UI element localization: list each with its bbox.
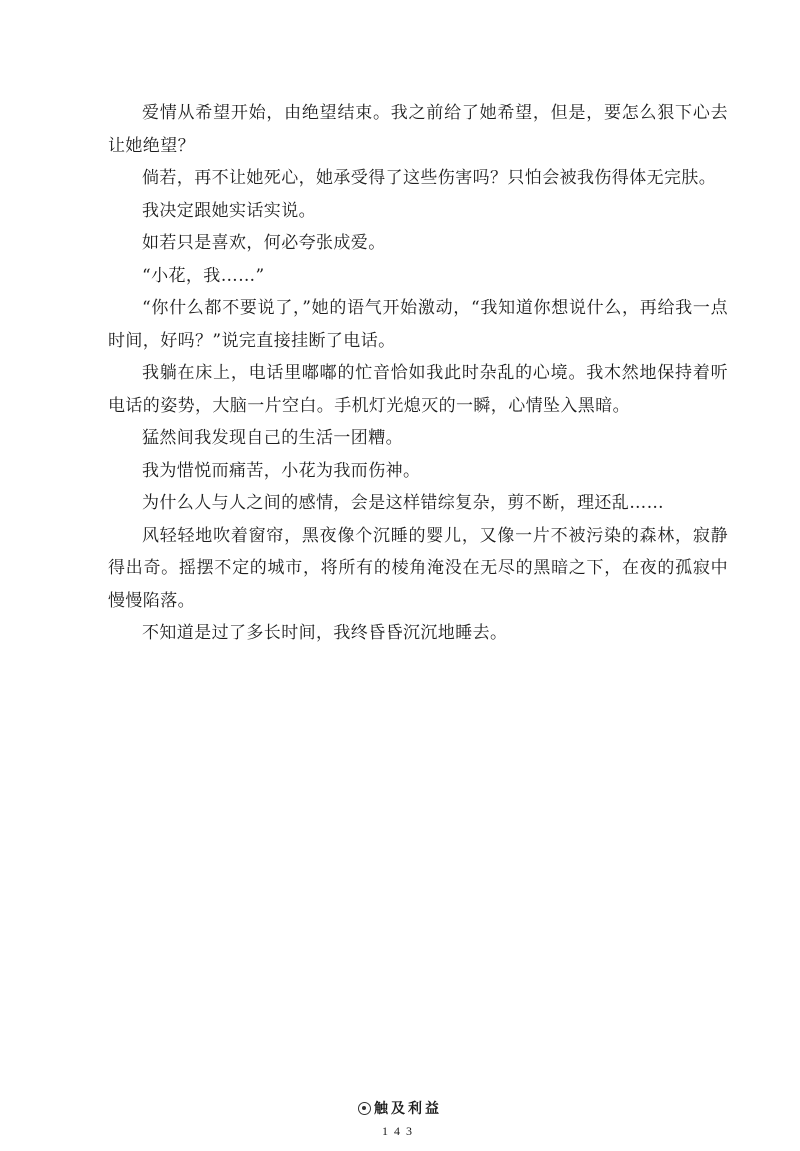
paragraph: 我为惜悦而痛苦，小花为我而伤神。 [142, 460, 421, 481]
page-number: 143 [382, 1124, 418, 1138]
paragraph: 爱情从希望开始，由绝望结束。我之前给了她希望，但是，要怎么狠下心去让她绝望？ [108, 103, 728, 156]
body-text [108, 97, 728, 650]
paragraph: “小花，我……” [142, 265, 265, 286]
paragraph: 倘若，再不让她死心，她承受得了这些伤害吗？只怕会被我伤得体无完肤。 [142, 168, 717, 188]
paragraph: 猛然间我发现自己的生活一团糟。 [142, 428, 403, 448]
running-footer-title [0, 1098, 800, 1118]
paragraph: 如若只是喜欢，何必夸张成爱。 [142, 233, 386, 253]
paragraph: 为什么人与人之间的感情，会是这样错综复杂，剪不断，理还乱…… [142, 493, 664, 513]
paragraph: 风轻轻地吹着窗帘，黑夜像个沉睡的婴儿，又像一片不被污染的森林，寂静得出奇。摇摆不定的城市，将所有的棱角淹没在无尽的黑暗之下，在夜的孤寂中慢慢陷落。 [108, 525, 728, 611]
book-title: 触及利益 [374, 1101, 442, 1117]
paragraph: 我躺在床上，电话里嘟嘟的忙音恰如我此时杂乱的心境。我木然地保持着听电话的姿势，大脑一片空白。手机灯光熄灭的一瞬，心情坠入黑暗。 [108, 363, 728, 416]
paragraph: 不知道是过了多长时间，我终昏昏沉沉地睡去。 [142, 623, 508, 643]
circle-emblem-icon [358, 1102, 371, 1115]
paragraph: “你什么都不要说了，”她的语气开始激动，“我知道你想说什么，再给我一点时间，好吗？”说完直接挂断了电话。 [108, 298, 728, 351]
paragraph: 我决定跟她实话实说。 [142, 200, 316, 221]
